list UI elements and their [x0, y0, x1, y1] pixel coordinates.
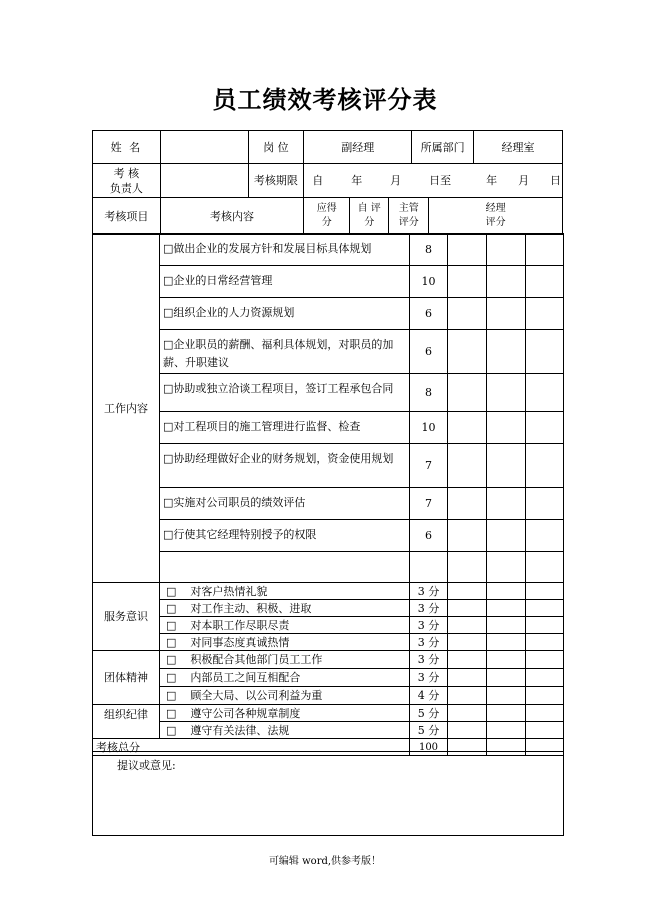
work-row: [93, 488, 564, 520]
team-row: [93, 669, 564, 687]
supervisor-score-cell[interactable]: [487, 444, 526, 488]
supervisor-score-cell[interactable]: [487, 722, 526, 739]
comments-table: [92, 751, 564, 836]
self-score-cell[interactable]: [448, 600, 487, 617]
reviewer-label: 考 核 负责人: [93, 164, 161, 198]
name-label: 姓 名: [93, 131, 161, 164]
self-score-cell[interactable]: [448, 617, 487, 634]
criterion-score: 7: [410, 488, 448, 520]
supervisor-score-cell[interactable]: [487, 412, 526, 444]
supervisor-score-cell[interactable]: [487, 687, 526, 705]
manager-score-cell[interactable]: [526, 444, 564, 488]
header-row-2: [93, 164, 563, 198]
criterion-score: 4 分: [410, 687, 448, 705]
supervisor-score-cell[interactable]: [487, 520, 526, 552]
manager-score-cell[interactable]: [526, 687, 564, 705]
supervisor-score-cell[interactable]: [487, 234, 526, 266]
position-value[interactable]: 副经理: [304, 131, 412, 164]
supervisor-score-cell[interactable]: [487, 634, 526, 651]
self-score-cell[interactable]: [448, 651, 487, 669]
col-self: 自 评 分: [350, 198, 389, 234]
work-row: [93, 374, 564, 412]
header-row-1: [93, 131, 563, 164]
supervisor-score-cell[interactable]: [487, 488, 526, 520]
manager-score-cell[interactable]: [526, 651, 564, 669]
col-supervisor: 主管 评分: [389, 198, 429, 234]
criterion-score: 6: [410, 298, 448, 330]
supervisor-score-cell[interactable]: [487, 617, 526, 634]
criterion-text[interactable]: □协助经理做好企业的财务规划，资金使用规划: [160, 444, 410, 488]
criterion-score: 3 分: [410, 669, 448, 687]
self-score-cell[interactable]: [448, 634, 487, 651]
supervisor-score-cell[interactable]: [487, 552, 526, 583]
total-label: 考核总分: [93, 739, 410, 756]
evaluation-table: [92, 130, 563, 235]
criterion-score: 3 分: [410, 634, 448, 651]
supervisor-score-cell[interactable]: [487, 298, 526, 330]
criterion-score: 6: [410, 520, 448, 552]
work-row: [93, 444, 564, 488]
supervisor-score-cell[interactable]: [487, 651, 526, 669]
supervisor-score-cell[interactable]: [487, 266, 526, 298]
work-row: [93, 234, 564, 266]
manager-score-cell[interactable]: [526, 520, 564, 552]
self-score-cell[interactable]: [448, 444, 487, 488]
criterion-score: 3 分: [410, 583, 448, 600]
col-category: 考核项目: [93, 198, 161, 235]
manager-score-cell[interactable]: [526, 705, 564, 722]
dept-value[interactable]: 经理室: [474, 131, 563, 164]
work-row: [93, 520, 564, 552]
manager-score-cell[interactable]: [526, 298, 564, 330]
criterion-score: 3 分: [410, 617, 448, 634]
self-score-cell[interactable]: [448, 266, 487, 298]
supervisor-score-cell[interactable]: [487, 330, 526, 374]
supervisor-score-cell[interactable]: [487, 600, 526, 617]
work-row: [93, 298, 564, 330]
self-score-cell[interactable]: [448, 583, 487, 600]
criterion-text[interactable]: □ 遵守公司各种规章制度: [160, 705, 410, 722]
position-label: 岗 位: [248, 131, 304, 164]
criterion-text[interactable]: □ 顾全大局、以公司利益为重: [160, 687, 410, 705]
team-row: [93, 687, 564, 705]
page-title: 员工绩效考核评分表: [212, 86, 438, 114]
work-row: [93, 552, 564, 583]
self-score-cell[interactable]: [448, 374, 487, 412]
scoring-grid: [92, 233, 564, 756]
supervisor-score-cell[interactable]: [487, 374, 526, 412]
self-score-cell[interactable]: [448, 669, 487, 687]
manager-score-cell[interactable]: [526, 669, 564, 687]
manager-score-cell[interactable]: [526, 722, 564, 739]
criterion-score: [410, 552, 448, 583]
dept-label: 所属部门: [412, 131, 474, 164]
self-score-cell[interactable]: [448, 412, 487, 444]
criterion-score: 5 分: [410, 705, 448, 722]
discipline-row: [93, 722, 564, 739]
discipline-row: [93, 705, 564, 722]
self-score-cell[interactable]: [448, 705, 487, 722]
supervisor-score-cell[interactable]: [487, 583, 526, 600]
criterion-text[interactable]: □ 内部员工之间互相配合: [160, 669, 410, 687]
comments-box[interactable]: [93, 752, 564, 836]
manager-score-cell[interactable]: [526, 374, 564, 412]
criterion-text[interactable]: □组织企业的人力资源规划: [160, 298, 410, 330]
manager-score-cell[interactable]: [526, 583, 564, 600]
criterion-text[interactable]: □协助或独立洽谈工程项目，签订工程承包合同: [160, 374, 410, 412]
criterion-text[interactable]: □ 对同事态度真诚热情: [160, 634, 410, 651]
col-manager: 经理 评分: [485, 203, 506, 228]
criterion-text[interactable]: □ 对本职工作尽职尽责: [160, 617, 410, 634]
service-category: 服务意识: [93, 583, 160, 651]
self-score-cell[interactable]: [448, 520, 487, 552]
criterion-score: 3 分: [410, 651, 448, 669]
team-category: 团体精神: [93, 651, 160, 705]
criterion-text[interactable]: [160, 552, 410, 583]
manager-score-cell[interactable]: [526, 234, 564, 266]
manager-score-cell[interactable]: [526, 330, 564, 374]
self-score-cell[interactable]: [448, 687, 487, 705]
score-columns-header: [304, 198, 563, 235]
total-score: 100: [410, 739, 448, 756]
work-row: [93, 266, 564, 298]
self-score-cell[interactable]: [448, 330, 487, 374]
service-row: [93, 600, 564, 617]
col-content: [160, 198, 304, 235]
col-content-label: 考核内容: [209, 209, 254, 223]
criterion-text[interactable]: □做出企业的发展方针和发展目标具体规划: [160, 234, 410, 266]
criterion-text[interactable]: □ 积极配合其他部门员工工作: [160, 651, 410, 669]
manager-score-cell[interactable]: [526, 634, 564, 651]
criterion-text[interactable]: □实施对公司职员的绩效评估: [160, 488, 410, 520]
self-score-cell[interactable]: [448, 298, 487, 330]
column-header-row: [93, 198, 563, 235]
criterion-text[interactable]: □ 对客户热情礼貌: [160, 583, 410, 600]
manager-score-cell[interactable]: [526, 552, 564, 583]
service-row: [93, 634, 564, 651]
service-row: [93, 617, 564, 634]
manager-score-cell[interactable]: [526, 488, 564, 520]
self-score-cell[interactable]: [448, 488, 487, 520]
name-field[interactable]: [160, 131, 248, 164]
reviewer-field[interactable]: [160, 164, 248, 198]
criterion-score: 7: [410, 444, 448, 488]
criterion-score: 8: [410, 374, 448, 412]
criterion-score: 10: [410, 412, 448, 444]
criterion-text[interactable]: □对工程项目的施工管理进行监督、检查: [160, 412, 410, 444]
work-category: 工作内容: [93, 234, 160, 583]
self-score-cell[interactable]: [448, 234, 487, 266]
period-value[interactable]: 自 年 月 日至 年 月 日: [304, 164, 563, 198]
team-row: [93, 651, 564, 669]
self-score-cell[interactable]: [448, 722, 487, 739]
work-row: [93, 412, 564, 444]
work-row: [93, 330, 564, 374]
criterion-score: 10: [410, 266, 448, 298]
manager-score-cell[interactable]: [526, 600, 564, 617]
criterion-text[interactable]: □行使其它经理特别授予的权限: [160, 520, 410, 552]
col-score: 应得 分: [304, 198, 350, 234]
criterion-score: 3 分: [410, 600, 448, 617]
criterion-text[interactable]: □企业的日常经营管理: [160, 266, 410, 298]
manager-score-cell[interactable]: [526, 266, 564, 298]
supervisor-score-cell[interactable]: [487, 669, 526, 687]
criterion-text[interactable]: □ 对工作主动、积极、进取: [160, 600, 410, 617]
service-row: [93, 583, 564, 600]
criterion-text[interactable]: □ 遵守有关法律、法规: [160, 722, 410, 739]
manager-score-cell[interactable]: [526, 617, 564, 634]
manager-score-cell[interactable]: [526, 412, 564, 444]
criterion-score: 5 分: [410, 722, 448, 739]
discipline-category: 组织纪律: [93, 705, 160, 739]
self-score-cell[interactable]: [448, 552, 487, 583]
period-label: 考核期限: [248, 164, 304, 198]
footer-note: 可编辑 word,供参考版！: [268, 856, 382, 867]
supervisor-score-cell[interactable]: [487, 705, 526, 722]
comments-label: 提议或意见:: [117, 759, 176, 772]
criterion-text[interactable]: □企业职员的薪酬、福利具体规划，对职员的加薪、升职建议: [160, 330, 410, 374]
criterion-score: 6: [410, 330, 448, 374]
criterion-score: 8: [410, 234, 448, 266]
